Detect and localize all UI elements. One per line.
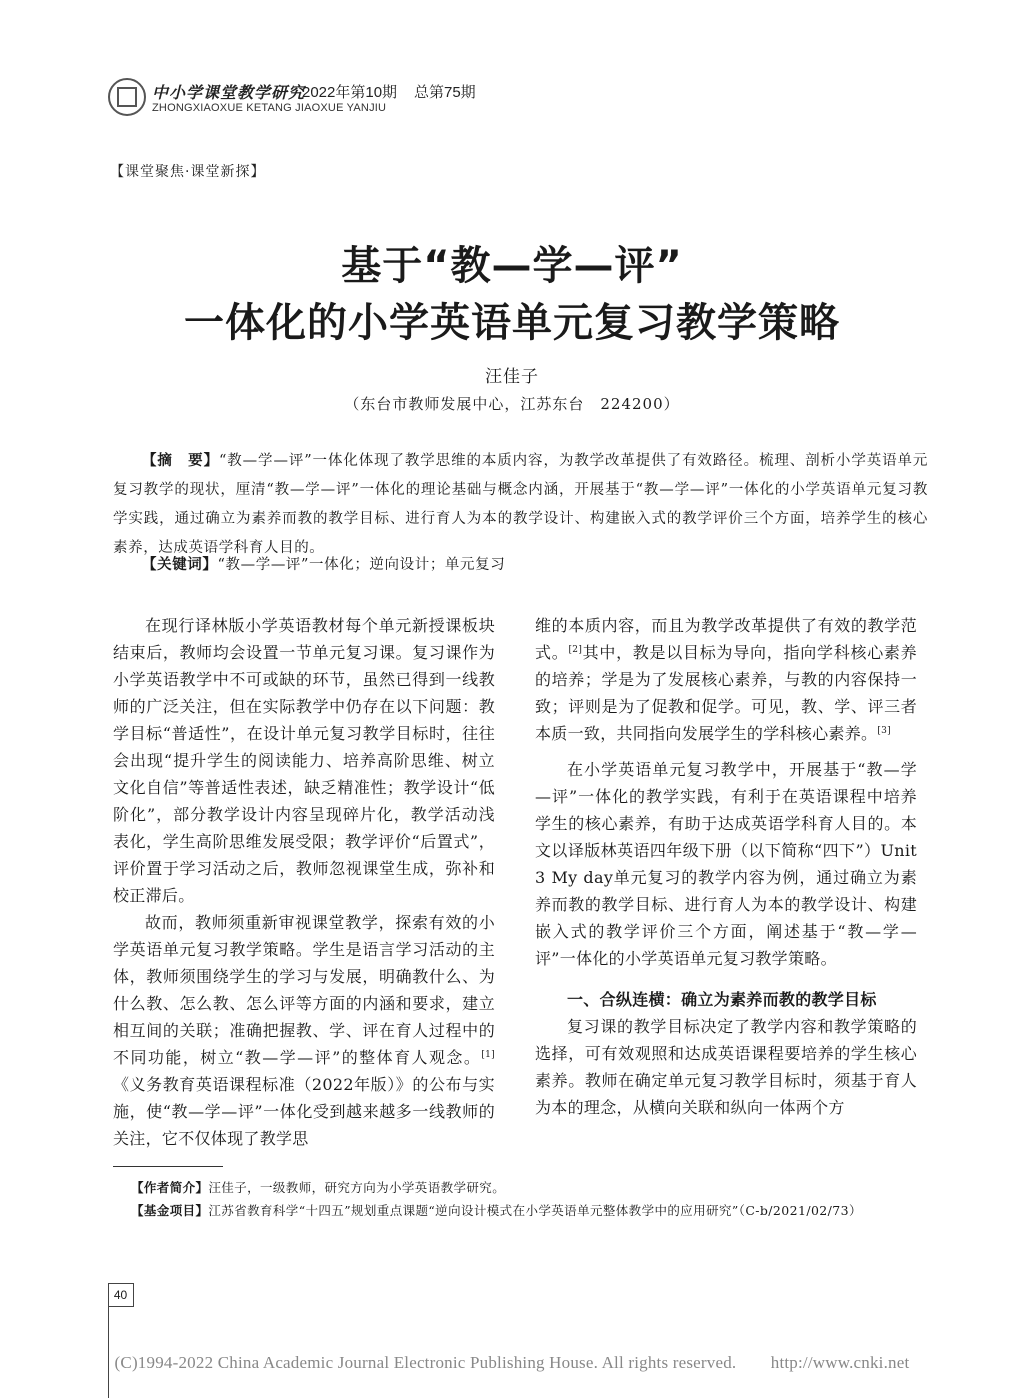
abstract-label: 【摘 要】 bbox=[142, 453, 219, 469]
abstract bbox=[113, 447, 928, 563]
seal-inner-square bbox=[117, 87, 137, 107]
footnote-author-label: 【作者简介】 bbox=[131, 1180, 209, 1195]
body-text: 《义务教育英语课程标准（2022年版）》的公布与实施，使“教—学—评”一体化受到越来越多一线教师的关注，它不仅体现了教学思 bbox=[113, 1075, 495, 1148]
body-text: 维的本质内容，而且为教学改革提供了有效的教学范式。 bbox=[535, 616, 917, 662]
section-heading: 一、合纵连横：确立为素养而教的教学目标 bbox=[567, 990, 877, 1009]
keywords-label: 【关键词】 bbox=[142, 557, 218, 573]
journal-logo-seal bbox=[108, 78, 146, 116]
citation-ref[interactable]: [1] bbox=[481, 1050, 495, 1060]
body-paragraph: 在现行译林版小学英语教材每个单元新授课板块结束后，教师均会设置一节单元复习课。复习课作为小学英语教学中不可或缺的环节，虽然已得到一线教师的广泛关注，但在实际教学中仍存在以下问题：教学目标“普适性”，在设计单元复习教学目标时，往往会出现“提升学生的阅读能力、培养高阶思维、树立文化自信”等普适性表述，缺乏精准性；教学设计“低阶化”，部分教学设计内容呈现碎片化，教学活动浅表化，学生高阶思维发展受限；教学评价“后置式”，评价置于学习活动之后，教师忽视课堂生成，弥补和校正滞后。 bbox=[113, 616, 495, 905]
footnote-fund-text: 江苏省教育科学“十四五”规划重点课题“逆向设计模式在小学英语单元整体教学中的应用研究”（C-b/2021/02/73） bbox=[208, 1203, 862, 1218]
page-number: 40 bbox=[108, 1283, 134, 1307]
column-tag: 【课堂聚焦·课堂新探】 bbox=[110, 164, 266, 180]
footnote-fund-label: 【基金项目】 bbox=[131, 1203, 209, 1218]
footnote-author bbox=[113, 1176, 928, 1199]
body-column-left bbox=[113, 612, 495, 1152]
total-issue-number: 总第75期 bbox=[414, 84, 476, 101]
body-paragraph bbox=[113, 909, 495, 1152]
body-text: 其中，教是以目标为导向，指向学科核心素养的培养；学是为了发展核心素养，与教的内容保持一致；评则是为了促教和促学。可见，教、学、评三者本质一致，共同指向发展学生的学科核心素养。 bbox=[535, 643, 917, 743]
copyright-notice: (C)1994-2022 China Academic Journal Electronic Publishing House. All rights reserved. http://www.cnki.net bbox=[114, 1353, 910, 1372]
article-title-line-2: 一体化的小学英语单元复习教学策略 bbox=[184, 300, 840, 346]
body-paragraph: 在小学英语单元复习教学中，开展基于“教—学—评”一体化的教学实践，有利于在英语课程中培养学生的核心素养，有助于达成英语学科育人目的。本文以译版林英语四年级下册（以下简称“四下”）Unit 3 My day单元复习的教学内容为例，通过确立为素养而教的教学目标、进行育人为本的教学设计、构建嵌入式的教学评价三个方面，阐述基于“教—学—评”一体化的小学英语单元复习教学策略。 bbox=[535, 760, 917, 968]
author-name: 汪佳子 bbox=[485, 367, 539, 387]
body-paragraph bbox=[535, 612, 917, 747]
journal-pinyin: ZHONGXIAOXUE KETANG JIAOXUE YANJIU bbox=[152, 102, 387, 114]
article-title-line-1: 基于“教—学—评” bbox=[341, 243, 683, 289]
issue-number: 2022年第10期 bbox=[302, 84, 398, 101]
keywords bbox=[113, 551, 928, 580]
abstract-text: “教—学—评”一体化体现了教学思维的本质内容，为教学改革提供了有效路径。梳理、剖析小学英语单元复习教学的现状，厘清“教—学—评”一体化的理论基础与概念内涵，开展基于“教—学—评”一体化的小学英语单元复习教学实践，通过确立为素养而教的教学目标、进行育人为本的教学设计、构建嵌入式的教学评价三个方面，培养学生的核心素养，达成英语学科育人目的。 bbox=[113, 453, 928, 556]
body-paragraph: 复习课的教学目标决定了教学内容和教学策略的选择，可有效观照和达成英语课程要培养的学生核心素养。教师在确定单元复习教学目标时，须基于育人为本的理念，从横向关联和纵向一体两个方 bbox=[535, 1017, 917, 1117]
author-affiliation: （东台市教师发展中心，江苏东台 224200） bbox=[344, 395, 680, 413]
keywords-text: “教—学—评”一体化；逆向设计；单元复习 bbox=[217, 557, 506, 573]
footnote-fund bbox=[113, 1199, 928, 1222]
footnote-author-text: 汪佳子，一级教师，研究方向为小学英语教学研究。 bbox=[208, 1180, 506, 1195]
body-column-right bbox=[535, 612, 917, 1121]
body-text: 故而，教师须重新审视课堂教学，探索有效的小学英语单元复习教学策略。学生是语言学习活动的主体，教师须围绕学生的学习与发展，明确教什么、为什么教、怎么教、怎么评等方面的内涵和要求，建立相互间的关联；准确把握教、学、评在育人过程中的不同功能，树立“教—学—评”的整体育人观念。 bbox=[113, 913, 495, 1067]
citation-ref[interactable]: [3] bbox=[877, 726, 891, 736]
citation-ref[interactable]: [2] bbox=[568, 645, 583, 655]
footnote-divider bbox=[113, 1166, 223, 1167]
journal-name: 中小学课堂教学研究 bbox=[152, 83, 306, 102]
